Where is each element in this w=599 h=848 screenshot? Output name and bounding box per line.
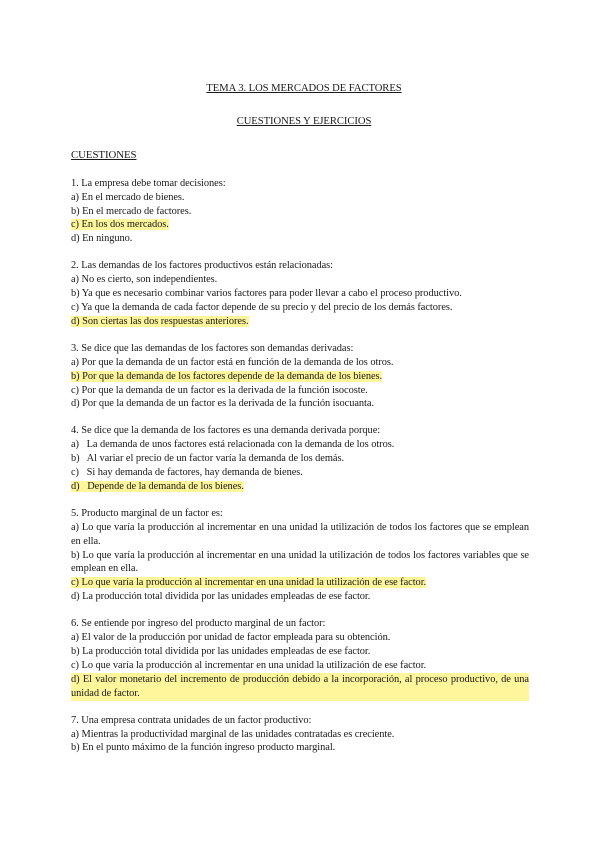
question-prompt: 1. La empresa debe tomar decisiones:: [71, 177, 226, 189]
question-7: [71, 714, 529, 756]
answer-option: b) Lo que varía la producción al incrementar en una unidad la utilización de todos los factores variables que se emplean en ella.: [71, 549, 529, 575]
question-prompt: 5. Producto marginal de un factor es:: [71, 507, 223, 519]
document-subtitle: CUESTIONES Y EJERCICIOS: [236, 115, 372, 127]
answer-option: b) Ya que es necesario combinar varios factores para poder llevar a cabo el proceso productivo.: [71, 288, 462, 300]
answer-option: b) Al variar el precio de un factor varía la demanda de los demás.: [71, 453, 344, 465]
document-title: TEMA 3. LOS MERCADOS DE FACTORES: [206, 83, 402, 94]
question-2: [71, 259, 529, 329]
answer-option-highlighted: [71, 480, 529, 494]
answer-option: c) Lo que varía la producción al incrementar en una unidad la utilización de ese factor.: [71, 659, 427, 671]
answer-option: d) En ninguno.: [71, 233, 133, 245]
answer-option: a) No es cierto, son independientes.: [71, 274, 218, 286]
question-4: [71, 424, 529, 494]
question-prompt: 6. Se entiende por ingreso del producto marginal de un factor:: [71, 618, 326, 630]
answer-option: a) El valor de la producción por unidad de factor empleada para su obtención.: [71, 632, 391, 644]
highlighted-answer: c) En los dos mercados.: [71, 219, 169, 231]
highlighted-answer: d) Son ciertas las dos respuestas anteriores.: [71, 315, 249, 327]
question-1: [71, 177, 529, 247]
answer-option: b) En el mercado de factores.: [71, 205, 192, 217]
answer-option: c) Por que la demanda de un factor es la derivada de la función isocoste.: [71, 384, 368, 396]
highlighted-answer: c) Lo que varía la producción al incrementar en una unidad la utilización de ese factor.: [71, 577, 427, 589]
answer-option: a) La demanda de unos factores está relacionada con la demanda de los otros.: [71, 439, 395, 451]
answer-option: c) Ya que la demanda de cada factor depende de su precio y del precio de los demás factores.: [71, 301, 453, 313]
answer-option: a) Lo que varía la producción al incrementar en una unidad la utilización de todos los factores que se emplean en ella.: [71, 521, 529, 547]
question-3: [71, 342, 529, 412]
question-prompt: 7. Una empresa contrata unidades de un factor productivo:: [71, 714, 312, 726]
answer-option: a) Por que la demanda de un factor está en función de la demanda de los otros.: [71, 356, 394, 368]
highlighted-answer: d) Depende de la demanda de los bienes.: [71, 480, 244, 492]
question-prompt: 4. Se dice que la demanda de los factores es una demanda derivada porque:: [71, 425, 381, 437]
answer-option: a) En el mercado de bienes.: [71, 191, 185, 203]
question-prompt: 2. Las demandas de los factores productivos están relacionadas:: [71, 260, 334, 272]
question-6: [71, 617, 529, 700]
answer-option-highlighted: [71, 576, 529, 590]
answer-option: a) Mientras la productividad marginal de las unidades contratadas es creciente.: [71, 728, 395, 740]
answer-option: d) La producción total dividida por las unidades empleadas de ese factor.: [71, 591, 371, 603]
question-5: [71, 507, 529, 604]
answer-option: d) Por que la demanda de un factor es la derivada de la función isocuanta.: [71, 398, 374, 410]
highlighted-answer: d) El valor monetario del incremento de producción debido a la incorporación, al proceso productivo, de una unidad de factor.: [71, 673, 529, 699]
answer-option: b) La producción total dividida por las unidades empleadas de ese factor.: [71, 646, 371, 657]
answer-option: b) En el punto máximo de la función ingreso producto marginal.: [71, 742, 336, 754]
highlighted-answer: b) Por que la demanda de los factores depende de la demanda de los bienes.: [71, 370, 383, 382]
answer-option-highlighted: [71, 315, 529, 329]
section-heading: CUESTIONES: [71, 148, 137, 161]
answer-option-highlighted: [71, 370, 529, 384]
answer-option: c) Si hay demanda de factores, hay demanda de bienes.: [71, 467, 303, 479]
answer-option-highlighted: [71, 218, 529, 232]
question-prompt: 3. Se dice que las demandas de los factores son demandas derivadas:: [71, 342, 354, 354]
